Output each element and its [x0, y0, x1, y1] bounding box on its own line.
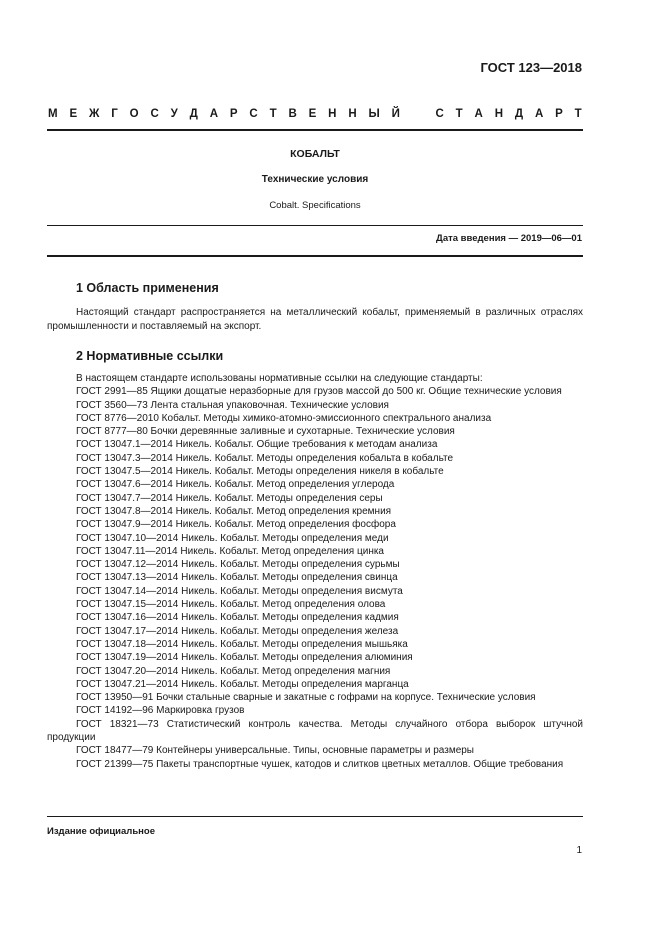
reference-item: ГОСТ 13047.9—2014 Никель. Кобальт. Метод определения фосфора: [76, 519, 396, 531]
banner-letter: Г: [111, 108, 118, 120]
reference-item: ГОСТ 14192—96 Маркировка грузов: [76, 705, 245, 717]
banner-letter: В: [288, 108, 297, 120]
reference-item: ГОСТ 13047.13—2014 Никель. Кобальт. Методы определения свинца: [76, 572, 398, 584]
reference-item: ГОСТ 13047.5—2014 Никель. Кобальт. Методы определения никеля в кобальте: [76, 466, 444, 478]
banner-letter: М: [48, 108, 58, 120]
reference-item: ГОСТ 13047.16—2014 Никель. Кобальт. Методы определения кадмия: [76, 612, 399, 624]
banner-letter: Р: [229, 108, 238, 120]
date-rule: [47, 255, 583, 257]
banner-letter: Р: [555, 108, 563, 120]
reference-item: ГОСТ 13047.3—2014 Никель. Кобальт. Методы определения кобальта в кобальте: [76, 452, 454, 464]
banner-letter: Д: [514, 108, 524, 120]
section-1-heading: 1 Область применения: [76, 281, 219, 295]
reference-item: ГОСТ 13047.11—2014 Никель. Кобальт. Метод определения цинка: [76, 545, 384, 557]
reference-item: ГОСТ 13047.17—2014 Никель. Кобальт. Методы определения железа: [76, 625, 399, 637]
reference-item: ГОСТ 2991—85 Ящики дощатые неразборные для грузов массой до 500 кг. Общие технические условия: [76, 386, 562, 398]
banner-letter: Н: [328, 108, 337, 120]
introduction-date: Дата введения — 2019—06—01: [436, 233, 582, 244]
document-code: ГОСТ 123—2018: [480, 60, 582, 75]
reference-item: ГОСТ 21399—75 Пакеты транспортные чушек, катодов и слитков цветных металлов. Общие требования: [76, 758, 564, 770]
document-title: КОБАЛЬТ: [290, 148, 340, 160]
banner-letter: У: [170, 108, 178, 120]
header-rule: [47, 129, 583, 131]
reference-item: ГОСТ 13047.15—2014 Никель. Кобальт. Метод определения олова: [76, 599, 386, 611]
reference-item: ГОСТ 13047.18—2014 Никель. Кобальт. Методы определения мышьяка: [76, 638, 408, 650]
banner-letter: Ы: [368, 108, 380, 120]
reference-item: ГОСТ 13047.12—2014 Никель. Кобальт. Методы определения сурьмы: [76, 559, 400, 571]
title-rule: [47, 225, 583, 226]
banner-letter: Т: [269, 108, 277, 120]
banner-letter: С: [249, 108, 258, 120]
reference-item: ГОСТ 13047.7—2014 Никель. Кобальт. Методы определения серы: [76, 492, 383, 504]
banner-letter: С: [435, 108, 444, 120]
english-title: Cobalt. Specifications: [269, 200, 361, 211]
reference-item: ГОСТ 13047.21—2014 Никель. Кобальт. Методы определения марганца: [76, 678, 409, 690]
banner-letter: О: [129, 108, 139, 120]
banner-letter: Н: [494, 108, 504, 120]
references-intro: В настоящем стандарте использованы нормативные ссылки на следующие стандарты:: [76, 373, 483, 384]
section-1-paragraph: [47, 306, 583, 333]
reference-item: ГОСТ 13047.8—2014 Никель. Кобальт. Метод определения кремния: [76, 505, 392, 517]
reference-item: ГОСТ 8777—80 Бочки деревянные заливные и сухотарные. Технические условия: [76, 426, 455, 438]
banner-letter: Ж: [88, 108, 100, 120]
reference-item: ГОСТ 8776—2010 Кобальт. Методы химико-атомно-эмиссионного спектрального анализа: [76, 412, 492, 424]
normative-references-list: [47, 372, 583, 771]
banner-letter: А: [209, 108, 219, 120]
reference-item: ГОСТ 13047.10—2014 Никель. Кобальт. Методы определения меди: [76, 532, 389, 544]
reference-item: ГОСТ 13047.1—2014 Никель. Кобальт. Общие требования к методам анализа: [76, 439, 438, 451]
reference-item: ГОСТ 3560—73 Лента стальная упаковочная. Технические условия: [76, 399, 389, 411]
banner-letter: С: [150, 108, 159, 120]
reference-item: ГОСТ 13047.6—2014 Никель. Кобальт. Метод определения углерода: [76, 479, 395, 491]
banner-letter: А: [474, 108, 483, 120]
reference-item: ГОСТ 18321—73 Статистический контроль качества. Методы случайного отбора выборок штучной продукции: [47, 718, 583, 744]
reference-item: ГОСТ 13047.19—2014 Никель. Кобальт. Методы определения алюминия: [76, 652, 413, 664]
banner-letter: А: [534, 108, 544, 120]
interstate-standard-banner: [48, 108, 582, 120]
page-number: 1: [576, 845, 582, 856]
reference-item: ГОСТ 18477—79 Контейнеры универсальные. Типы, основные параметры и размеры: [76, 745, 474, 757]
banner-letter: Е: [308, 108, 317, 120]
banner-letter: Е: [69, 108, 78, 120]
banner-letter: Т: [574, 108, 582, 120]
banner-letter: Д: [189, 108, 198, 120]
banner-letter: Й: [391, 108, 400, 120]
edition-label: Издание официальное: [47, 826, 155, 837]
document-subtitle: Технические условия: [261, 174, 369, 185]
banner-letter: Т: [455, 108, 463, 120]
footer-rule: [47, 816, 583, 817]
reference-item: ГОСТ 13950—91 Бочки стальные сварные и закатные с гофрами на корпусе. Технические условия: [76, 692, 536, 704]
section-2-heading: 2 Нормативные ссылки: [76, 349, 224, 363]
section-1-text: Настоящий стандарт распространяется на металлический кобальт, применяемый в различных отраслях промышленности и поставляемый на экспорт.: [47, 307, 583, 332]
banner-letter: Н: [348, 108, 357, 120]
reference-item: ГОСТ 13047.20—2014 Никель. Кобальт. Метод определения магния: [76, 665, 391, 677]
reference-item: ГОСТ 13047.14—2014 Никель. Кобальт. Методы определения висмута: [76, 585, 403, 597]
